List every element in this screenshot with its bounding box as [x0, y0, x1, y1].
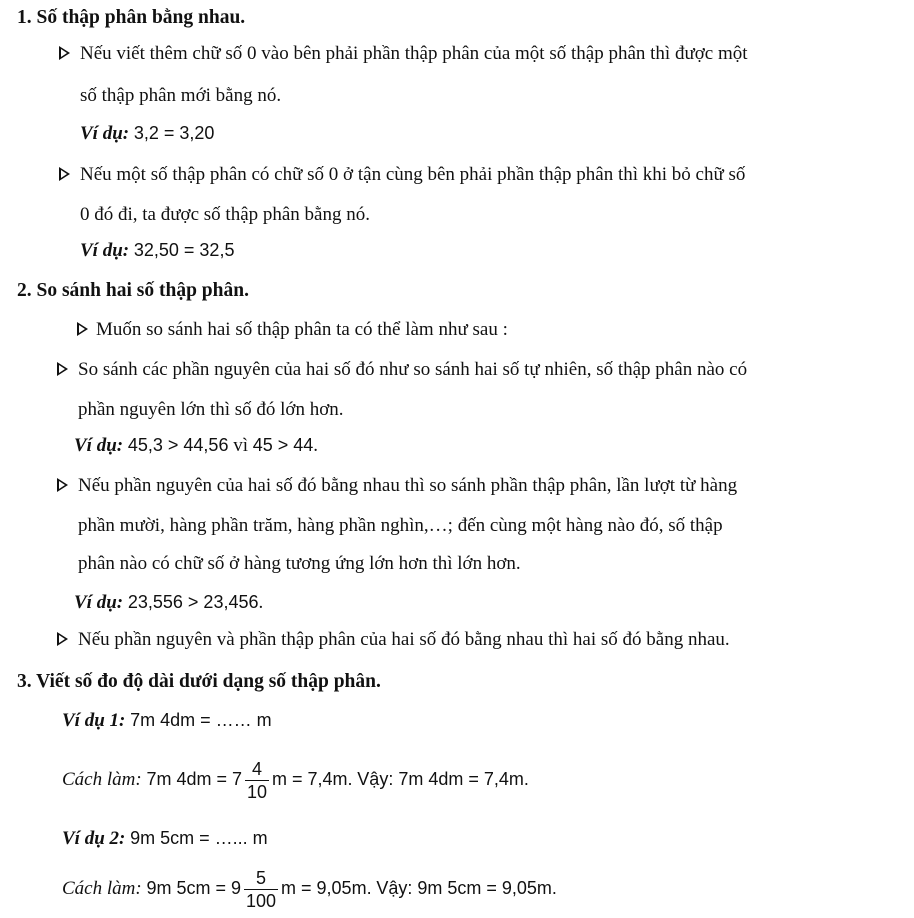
section-2-example-1: [74, 433, 318, 458]
section-2-bullet-2-line-1: So sánh các phần nguyên của hai số đó như so sánh hai số tự nhiên, số thập phân nào có: [78, 359, 748, 380]
section-1-bullet-1-line-1: Nếu viết thêm chữ số 0 vào bên phải phần thập phân của một số thập phân thì được một: [80, 43, 748, 64]
section-2-bullet-3-line-3: phân nào có chữ số ở hàng tương ứng lớn hơn thì lớn hơn.: [78, 553, 521, 574]
fraction-numerator: 4: [245, 758, 269, 781]
example-math-a: 45,3 > 44,56: [127, 435, 229, 455]
example-math: 3,2 = 3,20: [133, 123, 215, 143]
section-2-bullet-1-line-1: Muốn so sánh hai số thập phân ta có thể làm như sau :: [96, 319, 508, 340]
method-conclusion: Vậy: 9m 5cm = 9,05m.: [376, 878, 557, 898]
section-1-example-2: [80, 238, 234, 263]
example-label: Ví dụ:: [74, 592, 124, 613]
example-question: 7m 4dm = …… m: [130, 710, 272, 730]
section-1-example-1: [80, 121, 214, 146]
example-label: Ví dụ:: [74, 435, 124, 456]
arrow-bullet-icon: [77, 322, 88, 336]
method-rhs: m = 9,05m.: [281, 878, 372, 898]
example-question: 9m 5cm = …... m: [130, 828, 268, 848]
fraction: [245, 758, 269, 803]
section-2-bullet-2-line-2: phần nguyên lớn thì số đó lớn hơn.: [78, 399, 344, 420]
example-period: .: [258, 592, 264, 613]
method-rhs: m = 7,4m.: [272, 769, 353, 789]
method-label: Cách làm:: [62, 878, 142, 899]
example-label: Ví dụ:: [80, 123, 130, 144]
example-math: 32,50 = 32,5: [133, 240, 235, 260]
section-1-bullet-1-line-2: số thập phân mới bằng nó.: [80, 85, 282, 106]
arrow-bullet-icon: [59, 46, 70, 60]
example-period: .: [313, 435, 319, 456]
example-label: Ví dụ 1:: [62, 710, 126, 731]
section-2-heading: 2. So sánh hai số thập phân.: [17, 280, 249, 301]
example-label: Ví dụ:: [80, 240, 130, 261]
fraction: [244, 867, 278, 912]
example-math: 23,556 > 23,456: [127, 592, 259, 612]
arrow-bullet-icon: [57, 632, 68, 646]
section-3-example-1: [62, 708, 272, 733]
example-connector: vì: [228, 435, 253, 456]
method-conclusion: Vậy: 7m 4dm = 7,4m.: [357, 769, 529, 789]
section-1-bullet-2-line-2: 0 đó đi, ta được số thập phân bằng nó.: [80, 204, 370, 225]
section-3-heading: 3. Viết số đo độ dài dưới dạng số thập phân.: [17, 671, 381, 692]
arrow-bullet-icon: [59, 167, 70, 181]
method-lhs: 7m 4dm = 7: [146, 769, 242, 789]
method-label: Cách làm:: [62, 769, 142, 790]
section-2-bullet-3-line-1: Nếu phần nguyên của hai số đó bằng nhau thì so sánh phần thập phân, lần lượt từ hàng: [78, 475, 738, 496]
fraction-denominator: 10: [246, 782, 268, 803]
arrow-bullet-icon: [57, 362, 68, 376]
section-2-bullet-4-line-1: Nếu phần nguyên và phần thập phân của hai số đó bằng nhau thì hai số đó bằng nhau.: [78, 629, 730, 650]
example-math-b: 45 > 44: [252, 435, 314, 455]
section-3-method-2: [62, 860, 557, 917]
section-3-example-2: [62, 826, 268, 851]
fraction-denominator: 100: [245, 891, 277, 912]
section-1-heading: 1. Số thập phân bằng nhau.: [17, 7, 246, 28]
arrow-bullet-icon: [57, 478, 68, 492]
section-3-method-1: [62, 751, 529, 808]
section-2-bullet-3-line-2: phần mười, hàng phần trăm, hàng phần nghìn,…; đến cùng một hàng nào đó, số thập: [78, 515, 723, 536]
method-lhs: 9m 5cm = 9: [146, 878, 241, 898]
section-1-bullet-2-line-1: Nếu một số thập phân có chữ số 0 ở tận cùng bên phải phần thập phân thì khi bỏ chữ số: [80, 164, 746, 185]
fraction-numerator: 5: [244, 867, 278, 890]
section-2-example-2: [74, 590, 263, 615]
example-label: Ví dụ 2:: [62, 828, 126, 849]
